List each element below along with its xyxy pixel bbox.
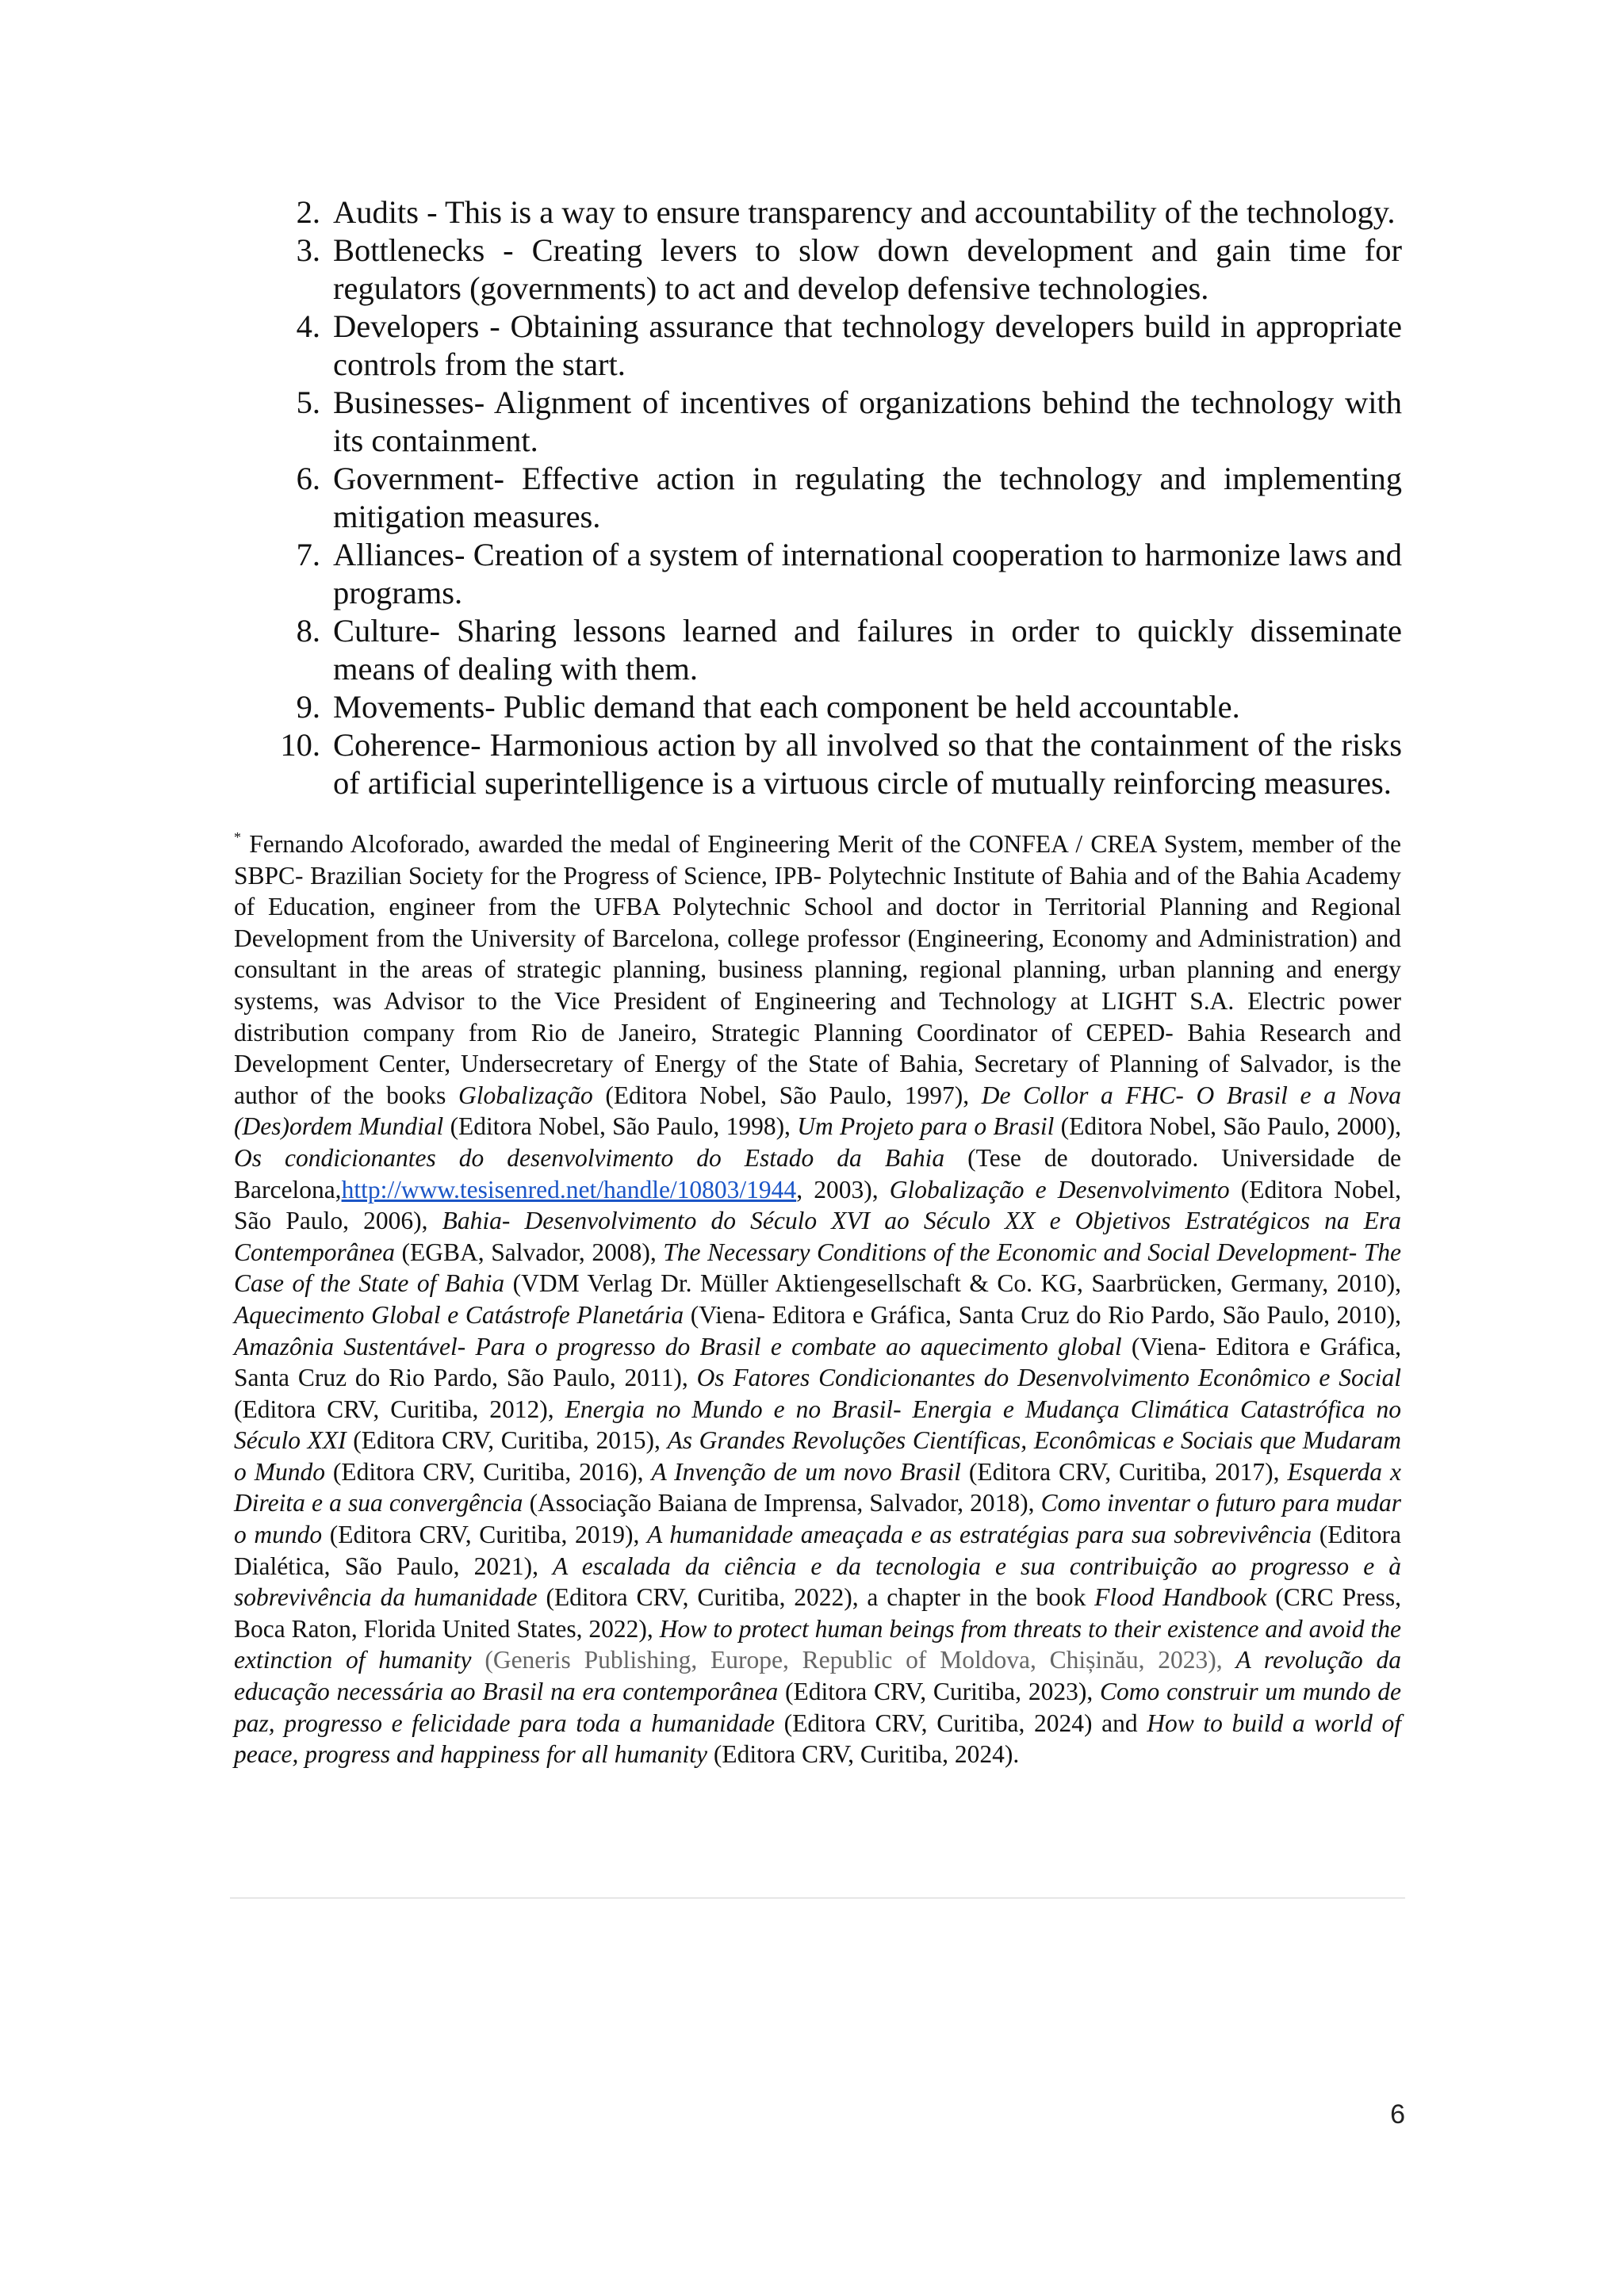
book-title: De Collor a FHC- O Brasil e a Nova (Des)ordem Mundial [234,1081,1401,1141]
list-item [279,460,1402,536]
list-item-number: 8. [296,613,320,649]
book-title: A Invenção de um novo Brasil [651,1457,961,1486]
list-item-number: 10. [280,727,320,763]
book-title: Aquecimento Global e Catástrofe Planetária [234,1300,684,1329]
list-item-number: 9. [296,689,320,725]
list-item-text: Businesses- Alignment of incentives of organizations behind the technology with its containment. [333,385,1402,458]
footnote-text: (CRC Press, Boca Raton, Florida United States, 2022), [234,1583,1401,1643]
list-item-number: 2. [296,194,320,230]
footnote-text: (EGBA, Salvador, 2008), [394,1238,664,1266]
list-item [279,726,1402,802]
book-title: Como inventar o futuro para mudar o mundo [234,1489,1401,1549]
list-item-number: 6. [296,461,320,496]
list-item-number: 3. [296,232,320,268]
book-title: How to build a world of peace, progress and happiness for all humanity [234,1709,1401,1769]
book-title: A humanidade ameaçada e as estratégias para sua sobrevivência [647,1521,1312,1549]
list-item-text: Audits - This is a way to ensure transparency and accountability of the technology. [333,194,1396,230]
list-item-number: 5. [296,385,320,420]
footnote-text: (Editora CRV, Curitiba, 2019), [322,1521,648,1549]
footnote-text: (Editora CRV, Curitiba, 2024) and [775,1709,1147,1737]
book-title: Flood Handbook [1094,1583,1267,1612]
author-footnote [234,828,1401,1770]
list-item-number: 7. [296,537,320,572]
footnote-text: (Editora Nobel, São Paulo, 1997), [592,1081,982,1109]
book-title: Energia no Mundo e no Brasil- Energia e Mudança Climática Catastrófica no Século XXI [234,1395,1401,1455]
footnote-text: (Editora CRV, Curitiba, 2023), [778,1678,1101,1706]
footnote-marker: * [234,829,241,845]
list-item-text: Bottlenecks - Creating levers to slow down development and gain time for regulators (governments) to act and develop defensive technologies. [333,232,1402,306]
list-item [279,612,1402,688]
footnote-text [472,1646,485,1674]
page-number: 6 [1390,2099,1405,2130]
footnote-text: (Editora CRV, Curitiba, 2012), [234,1395,565,1423]
footnote-text: (Associação Baiana de Imprensa, Salvador, 2018), [523,1489,1041,1517]
list-item [279,308,1402,384]
list-item-text: Culture- Sharing lessons learned and failures in order to quickly disseminate means of dealing with them. [333,613,1402,687]
list-item [279,232,1402,308]
footnote-text: (Editora CRV, Curitiba, 2017), [960,1457,1288,1486]
book-title: Como construir um mundo de paz, progresso e felicidade para toda a humanidade [234,1678,1401,1737]
book-title: As Grandes Revoluções Científicas, Econômicas e Sociais que Mudaram o Mundo [234,1426,1402,1486]
footnote-text: (Viena- Editora e Gráfica, Santa Cruz do Rio Pardo, São Paulo, 2010), [684,1300,1401,1329]
list-item-text: Government- Effective action in regulating the technology and implementing mitigation measures. [333,461,1402,534]
book-title: Bahia- Desenvolvimento do Século XVI ao Século XX e Objetivos Estratégicos na Era Contemporânea [234,1207,1401,1266]
footnote-text: Fernando Alcoforado, awarded the medal of Engineering Merit of the CONFEA / CREA System, member of the SBPC- Brazilian Society for the Progress of Science, IPB- Polytechnic Institute of Bahia and of the Bahia Academy of Education, engineer from the UFBA Polytechnic School and doctor in Territorial Planning and Regional Development from the University of Barcelona, college professor (Engineering, Economy and Administration) and consultant in the areas of strategic planning, business planning, regional planning, urban planning and energy systems, was Advisor to the Vice President of Engineering and Technology at LIGHT S.A. Electric power distribution company from Rio de Janeiro, Strategic Planning Coordinator of CEPED- Bahia Research and Development Center, Undersecretary of Energy of the State of Bahia, Secretary of Planning of Salvador, is the author of the books [234,830,1401,1109]
footnote-text: (Editora Nobel, São Paulo, 2006), [234,1175,1402,1235]
book-title: Globalização [458,1081,593,1109]
footnote-text-grey: (Generis Publishing, Europe, Republic of Moldova, Chișinău, 2023), [485,1646,1236,1674]
book-title: Amazônia Sustentável- Para o progresso do Brasil e combate ao aquecimento global [234,1332,1122,1360]
footnote-text: (Tese de doutorado. Universidade de Barcelona, [234,1143,1401,1203]
thesis-link[interactable]: http://www.tesisenred.net/handle/10803/1944 [341,1175,797,1203]
book-title: Os condicionantes do desenvolvimento do Estado da Bahia [234,1143,945,1172]
book-title: Os Fatores Condicionantes do Desenvolvimento Econômico e Social [696,1364,1401,1392]
list-item [279,688,1402,726]
book-title: A escalada da ciência e da tecnologia e sua contribuição ao progresso e à sobrevivência da humanidade [234,1552,1402,1612]
list-item-text: Coherence- Harmonious action by all involved so that the containment of the risks of artificial superintelligence is a virtuous circle of mutually reinforcing measures. [333,727,1402,801]
footnote-text: , 2003), [796,1175,890,1203]
footnote-text: (Editora CRV, Curitiba, 2024). [707,1740,1020,1769]
book-title: Globalização e Desenvolvimento [889,1175,1230,1203]
book-title: Um Projeto para o Brasil [797,1112,1055,1141]
footnote-text: (Editora Nobel, São Paulo, 1998), [443,1112,798,1141]
footnote-text: (Editora Nobel, São Paulo, 2000), [1054,1112,1401,1141]
book-title: Esquerda x Direita e a sua convergência [234,1457,1401,1517]
list-item [279,536,1402,612]
book-title: A revolução da educação necessária ao Brasil na era contemporânea [234,1646,1401,1706]
footnote-text: (VDM Verlag Dr. Müller Aktiengesellschaft & Co. KG, Saarbrücken, Germany, 2010), [504,1269,1401,1298]
footer-divider [230,1897,1405,1899]
footnote-text: (Editora CRV, Curitiba, 2016), [324,1457,652,1486]
footnote-text: (Editora CRV, Curitiba, 2015), [346,1426,668,1455]
footnote-text: (Editora CRV, Curitiba, 2022), a chapter in the book [537,1583,1095,1612]
list-item-text: Developers - Obtaining assurance that technology developers build in appropriate controls from the start. [333,308,1402,382]
list-item-text: Movements- Public demand that each component be held accountable. [333,689,1240,725]
numbered-list [279,193,1402,802]
book-title: The Necessary Conditions of the Economic and Social Development- The Case of the State of Bahia [234,1238,1401,1298]
footnote-text: (Editora Dialética, São Paulo, 2021), [234,1521,1402,1580]
list-item [279,384,1402,460]
list-item-number: 4. [296,308,320,344]
list-item [279,193,1402,232]
book-title: How to protect human beings from threats to their existence and avoid the extinction of humanity [234,1614,1401,1674]
footnote-text: (Viena- Editora e Gráfica, Santa Cruz do Rio Pardo, São Paulo, 2011), [234,1332,1402,1392]
list-item-text: Alliances- Creation of a system of international cooperation to harmonize laws and programs. [333,537,1402,610]
